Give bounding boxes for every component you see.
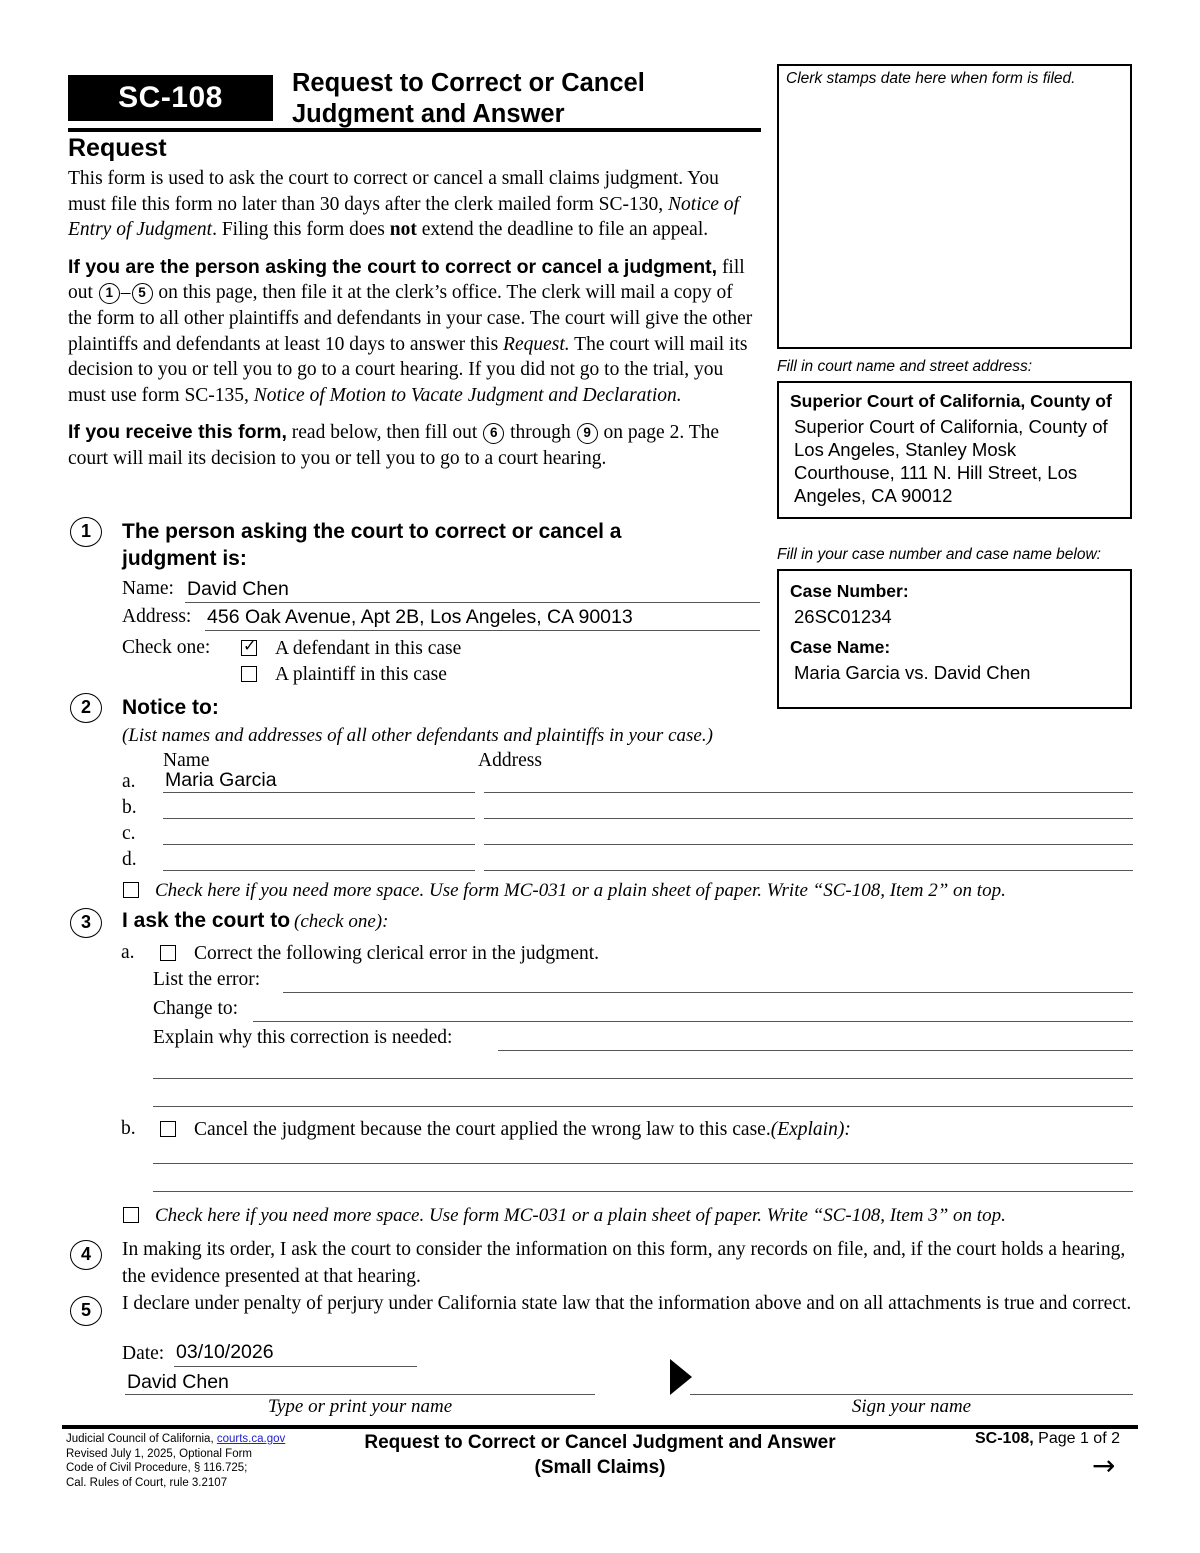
item-3a-letter: a. [121,942,135,963]
check-one-label: Check one: [122,637,211,658]
footer-code-line: Code of Civil Procedure, § 116.725; [66,1462,248,1474]
intro-p2-c: The court will mail its decision to you or tell you to go to a court hearing. If you did not go to the trial, you must use form SC-135, [68,333,748,406]
item-2-row-a-letter: a. [122,771,136,792]
item-3b-label: Cancel the judgment because the court applied the wrong law to this case. [194,1119,771,1140]
intro-p2-bold: If you are the person asking the court to correct or cancel a judgment, [68,255,718,278]
item-3b-row[interactable] [160,1119,1135,1141]
footer-revised-line: Revised July 1, 2025, Optional Form [66,1447,253,1460]
request-section-heading: Request [68,134,167,162]
intro-paragraph-3 [68,420,760,471]
item-2-row-c-letter: c. [122,823,136,844]
court-box-hint: Fill in court name and street address: [777,358,1033,375]
explain-correction-rule [498,1050,1133,1051]
item-3b-blank-rule-2[interactable] [153,1191,1133,1192]
plaintiff-option-label: A plaintiff in this case [275,664,447,685]
item-2-row-a-name[interactable] [165,769,277,792]
clerk-stamp-label: Clerk stamps date here when form is filed. [786,70,1076,87]
plaintiff-checkbox[interactable] [241,666,257,682]
intro-text-block [68,166,760,472]
footer-page-number: Page 1 of 2 [1033,1430,1120,1447]
inline-circled-number-5: 5 [132,283,153,304]
footer-legal-block [66,1432,285,1490]
printed-name-field[interactable] [127,1371,229,1394]
court-box-value[interactable]: Superior Court of California, County of Los Angeles, Stanley Mosk Courthouse, 111 N. Hill Street, Los Angeles, CA 90012 [794,416,1108,506]
item-4-number: 4 [70,1240,102,1270]
courts-website-link[interactable]: courts.ca.gov [216,1433,286,1445]
form-title-line2: Judgment and Answer [292,100,565,128]
item-2-instruction: (List names and addresses of all other defendants and plaintiffs in your case.) [122,725,713,746]
item-3b-checkbox[interactable] [160,1121,176,1137]
date-label: Date: [122,1343,165,1364]
name-label: Name: [122,578,174,599]
footer-title-line2: (Small Claims) [534,1457,666,1478]
address-field-rule [205,630,760,631]
item-2-col-address-header: Address [478,750,542,771]
intro-p3-a: read below, then fill out [286,422,483,444]
item-2-col-name-header: Name [163,750,210,771]
case-info-box[interactable] [777,569,1132,709]
item-3a-checkbox[interactable] [160,945,176,961]
signature-caption: Sign your name [851,1396,972,1417]
item-3-heading-note: (check one): [294,911,389,932]
defendant-checkbox[interactable] [241,640,257,656]
intro-p2-a: fill out [68,256,745,304]
form-title [292,68,762,130]
item-3b-blank-rule-1[interactable] [153,1163,1133,1164]
item-1-heading [122,518,722,572]
footer-council-line [66,1432,285,1447]
item-3-heading-row [122,909,388,933]
address-field[interactable] [207,606,760,629]
form-code-text: SC-108 [118,81,223,114]
address-label: Address: [122,606,192,627]
header-divider-bar [68,128,761,132]
item-3-heading: I ask the court to [122,909,291,932]
plaintiff-option-row[interactable] [241,664,447,686]
signature-pointer-icon [668,1357,694,1397]
intro-paragraph-2 [68,255,760,409]
item-2-number: 2 [70,693,102,723]
date-field[interactable] [176,1341,274,1364]
item-3a-label: Correct the following clerical error in the judgment. [194,943,600,964]
case-name-label: Case Name: [790,637,891,657]
item-3b-letter: b. [121,1118,136,1139]
item-3-number: 3 [70,908,102,938]
case-name-value[interactable]: Maria Garcia vs. David Chen [794,662,1031,683]
footer-title-line1: Request to Correct or Cancel Judgment and Answer [364,1432,836,1453]
intro-p3-c: on page 2. The court will mail its decision to you or tell you to go to a court hearing. [68,422,720,469]
footer-divider-bar [62,1425,1138,1429]
item-2-row-b-name-rule [163,818,475,819]
item-1-heading-line1: The person asking the court to correct or cancel a [122,520,622,543]
footer-form-code: SC-108, [975,1430,1034,1447]
inline-circled-number-9: 9 [577,423,598,444]
item-2-heading: Notice to: [122,696,219,719]
item-3a-row[interactable] [160,943,599,965]
item-2-row-a-name-value[interactable]: Maria Garcia [165,769,277,791]
item-2-more-space-row[interactable] [123,880,1006,902]
list-error-label: List the error: [153,969,261,990]
intro-p3-bold: If you receive this form, [68,421,287,444]
change-to-rule [253,1021,1133,1022]
item-2-more-space-checkbox[interactable] [123,882,139,898]
form-title-line1: Request to Correct or Cancel [292,69,645,97]
list-error-rule [283,992,1133,993]
intro-paragraph-1 [68,166,760,243]
defendant-option-label: A defendant in this case [275,638,462,659]
item-2-more-space-label: Check here if you need more space. Use form MC-031 or a plain sheet of paper. Write “SC-108, Item 2” on top. [155,880,1006,901]
inline-circled-number-1: 1 [99,283,120,304]
item-3a-blank-rule-2[interactable] [153,1106,1133,1107]
form-code-badge [68,75,273,121]
intro-p1-italic: Notice of Entry of Judgment [68,193,739,241]
item-3-more-space-label: Check here if you need more space. Use form MC-031 or a plain sheet of paper. Write “SC-108, Item 3” on top. [155,1205,1006,1226]
item-2-row-d-name-rule [163,870,475,871]
footer-page-info [975,1430,1120,1448]
clerk-stamp-box [777,64,1132,349]
printed-name-value[interactable]: David Chen [127,1371,229,1393]
item-4-text: In making its order, I ask the court to consider the information on this form, any records on file, and, if the court holds a hearing, the evidence presented at that hearing. [122,1239,1126,1287]
intro-p1-c: extend the deadline to file an appeal. [416,219,709,241]
inline-circled-number-6: 6 [483,423,504,444]
item-2-row-c-name-rule [163,844,475,845]
address-value[interactable]: 456 Oak Avenue, Apt 2B, Los Angeles, CA 90013 [207,606,633,628]
item-2-row-b-address-rule [484,818,1133,819]
item-2-row-b-letter: b. [122,797,137,818]
intro-p3-b: through [505,422,576,444]
date-field-rule [174,1366,417,1367]
next-page-arrow-icon: → [1092,1449,1116,1482]
name-value[interactable]: David Chen [187,578,289,600]
printed-name-caption: Type or print your name [267,1396,453,1417]
court-name-box[interactable] [777,381,1132,519]
item-3-more-space-row[interactable] [123,1205,1006,1227]
intro-p1-bold: not [389,219,417,241]
intro-p2-b: on this page, then file it at the clerk’s office. The clerk will mail a copy of the form to all other plaintiffs and defendants in your case. The court will give the other plaintiffs and defendants at least 10 days to answer this [68,282,753,355]
intro-p2-dash: – [120,282,131,304]
footer-title-block [330,1430,870,1480]
intro-p1-b: . Filing this form does [212,219,390,241]
date-value[interactable]: 03/10/2026 [176,1341,274,1363]
case-number-value[interactable]: 26SC01234 [794,606,892,627]
court-box-title: Superior Court of California, County of [790,391,1112,411]
item-5-number: 5 [70,1296,102,1326]
signature-rule[interactable] [690,1394,1133,1395]
item-3b-note: (Explain): [770,1119,851,1140]
name-field-rule [185,602,760,603]
name-field[interactable] [187,578,760,601]
case-number-label: Case Number: [790,581,909,601]
item-3-more-space-checkbox[interactable] [123,1207,139,1223]
item-1-number: 1 [70,517,102,547]
item-2-row-d-letter: d. [122,849,137,870]
item-5-text: I declare under penalty of perjury under California state law that the information above and on all attachments is true and correct. [122,1293,1132,1314]
intro-p2-italic: Request. [503,333,570,355]
case-box-hint: Fill in your case number and case name below: [777,546,1101,563]
change-to-label: Change to: [153,998,239,1019]
footer-rules-line: Cal. Rules of Court, rule 3.2107 [66,1476,228,1489]
intro-p2-italic2: Notice of Motion to Vacate Judgment and Declaration. [253,384,682,406]
item-3a-blank-rule-1[interactable] [153,1078,1133,1079]
explain-correction-label: Explain why this correction is needed: [153,1027,453,1048]
footer-council-text: Judicial Council of California, [66,1433,214,1445]
item-2-row-c-address-rule [484,844,1133,845]
intro-p1-a: This form is used to ask the court to correct or cancel a small claims judgment. You must file this form no later than 30 days after the clerk mailed form SC-130, [68,168,719,215]
item-2-row-a-name-rule [163,792,475,793]
defendant-option-row[interactable] [241,638,461,660]
item-2-row-a-address-rule [484,792,1133,793]
item-1-heading-line2: judgment is: [122,547,247,570]
item-2-row-d-address-rule [484,870,1133,871]
printed-name-rule [125,1394,595,1395]
